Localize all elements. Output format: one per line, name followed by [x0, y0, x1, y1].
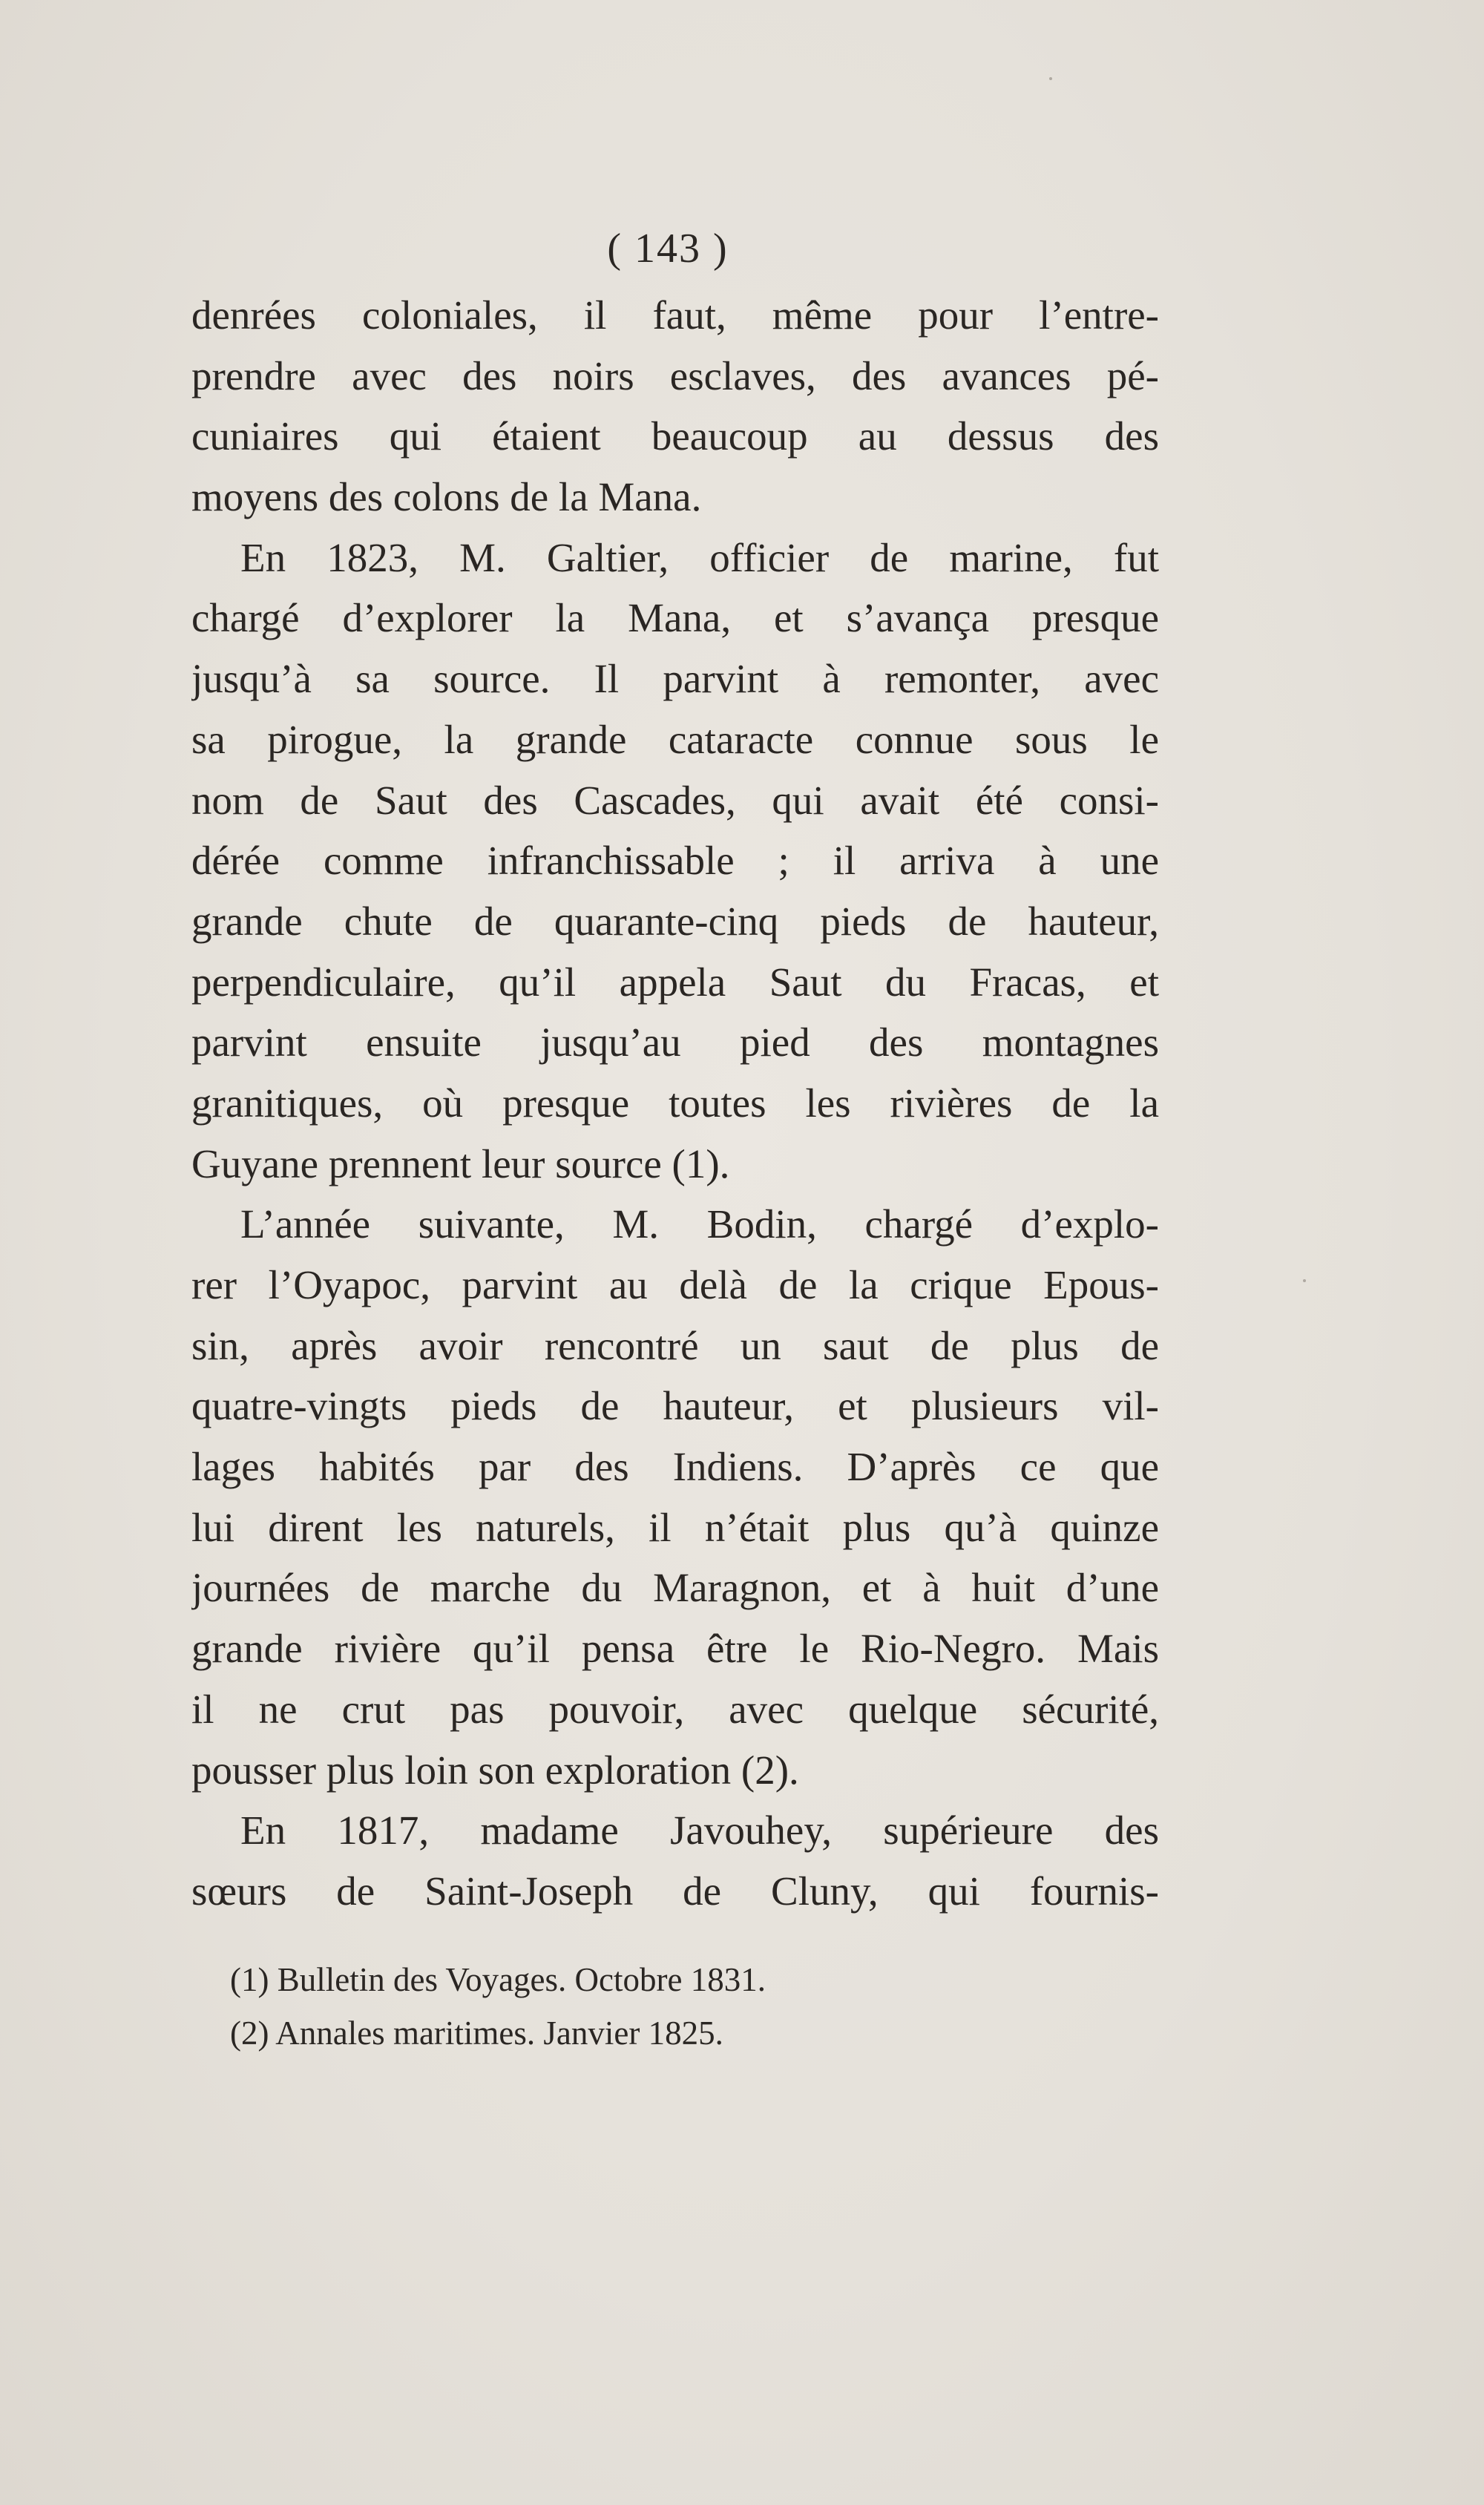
- text-line: journées de marche du Maragnon, et à huit d’une: [191, 1565, 1159, 1611]
- text-line: parvint ensuite jusqu’au pied des montagnes: [191, 1020, 1159, 1066]
- paper-speck: [1049, 77, 1052, 80]
- text-line: denrées coloniales, il faut, même pour l’entre-: [191, 292, 1159, 338]
- text-line: rer l’Oyapoc, parvint au delà de la crique Epous-: [191, 1262, 1159, 1307]
- text-line: cuniaires qui étaient beaucoup au dessus des: [191, 413, 1159, 459]
- text-line: quatre-vingts pieds de hauteur, et plusieurs vil-: [191, 1383, 1159, 1429]
- text-line: L’année suivante, M. Bodin, chargé d’explo-: [240, 1201, 1159, 1247]
- footnote-2: (2) Annales maritimes. Janvier 1825.: [230, 2015, 723, 2052]
- text-line: prendre avec des noirs esclaves, des avances pé-: [191, 352, 1159, 398]
- text-line: sin, après avoir rencontré un saut de plus de: [191, 1322, 1159, 1368]
- footnote-1: (1) Bulletin des Voyages. Octobre 1831.: [230, 1961, 766, 1998]
- text-line: moyens des colons de la Mana.: [191, 474, 702, 520]
- text-line: chargé d’explorer la Mana, et s’avança presque: [191, 595, 1159, 641]
- text-line: lui dirent les naturels, il n’était plus qu’à quinze: [191, 1504, 1159, 1550]
- footnotes: [230, 1953, 972, 2060]
- page-number: ( 143 ): [607, 226, 729, 272]
- text-line: Guyane prennent leur source (1).: [191, 1140, 730, 1186]
- paper-speck: [1303, 1279, 1306, 1282]
- text-line: pousser plus loin son exploration (2).: [191, 1747, 799, 1793]
- text-line: granitiques, où presque toutes les rivières de la: [191, 1080, 1159, 1126]
- text-line: sœurs de Saint-Joseph de Cluny, qui fournis-: [191, 1868, 1159, 1914]
- body-text: [191, 285, 1159, 1922]
- text-line: perpendiculaire, qu’il appela Saut du Fracas, et: [191, 959, 1159, 1005]
- text-line: nom de Saut des Cascades, qui avait été consi-: [191, 777, 1159, 823]
- text-line: jusqu’à sa source. Il parvint à remonter, avec: [191, 656, 1159, 702]
- text-line: grande rivière qu’il pensa être le Rio-Negro. Mais: [191, 1626, 1159, 1672]
- text-line: dérée comme infranchissable ; il arriva à une: [191, 838, 1159, 884]
- text-line: il ne crut pas pouvoir, avec quelque sécurité,: [191, 1686, 1159, 1732]
- text-line: grande chute de quarante-cinq pieds de hauteur,: [191, 898, 1159, 944]
- text-line: En 1823, M. Galtier, officier de marine, fut: [240, 534, 1159, 580]
- text-line: lages habités par des Indiens. D’après ce que: [191, 1444, 1159, 1490]
- text-line: En 1817, madame Javouhey, supérieure des: [240, 1808, 1159, 1854]
- text-line: sa pirogue, la grande cataracte connue sous le: [191, 716, 1159, 762]
